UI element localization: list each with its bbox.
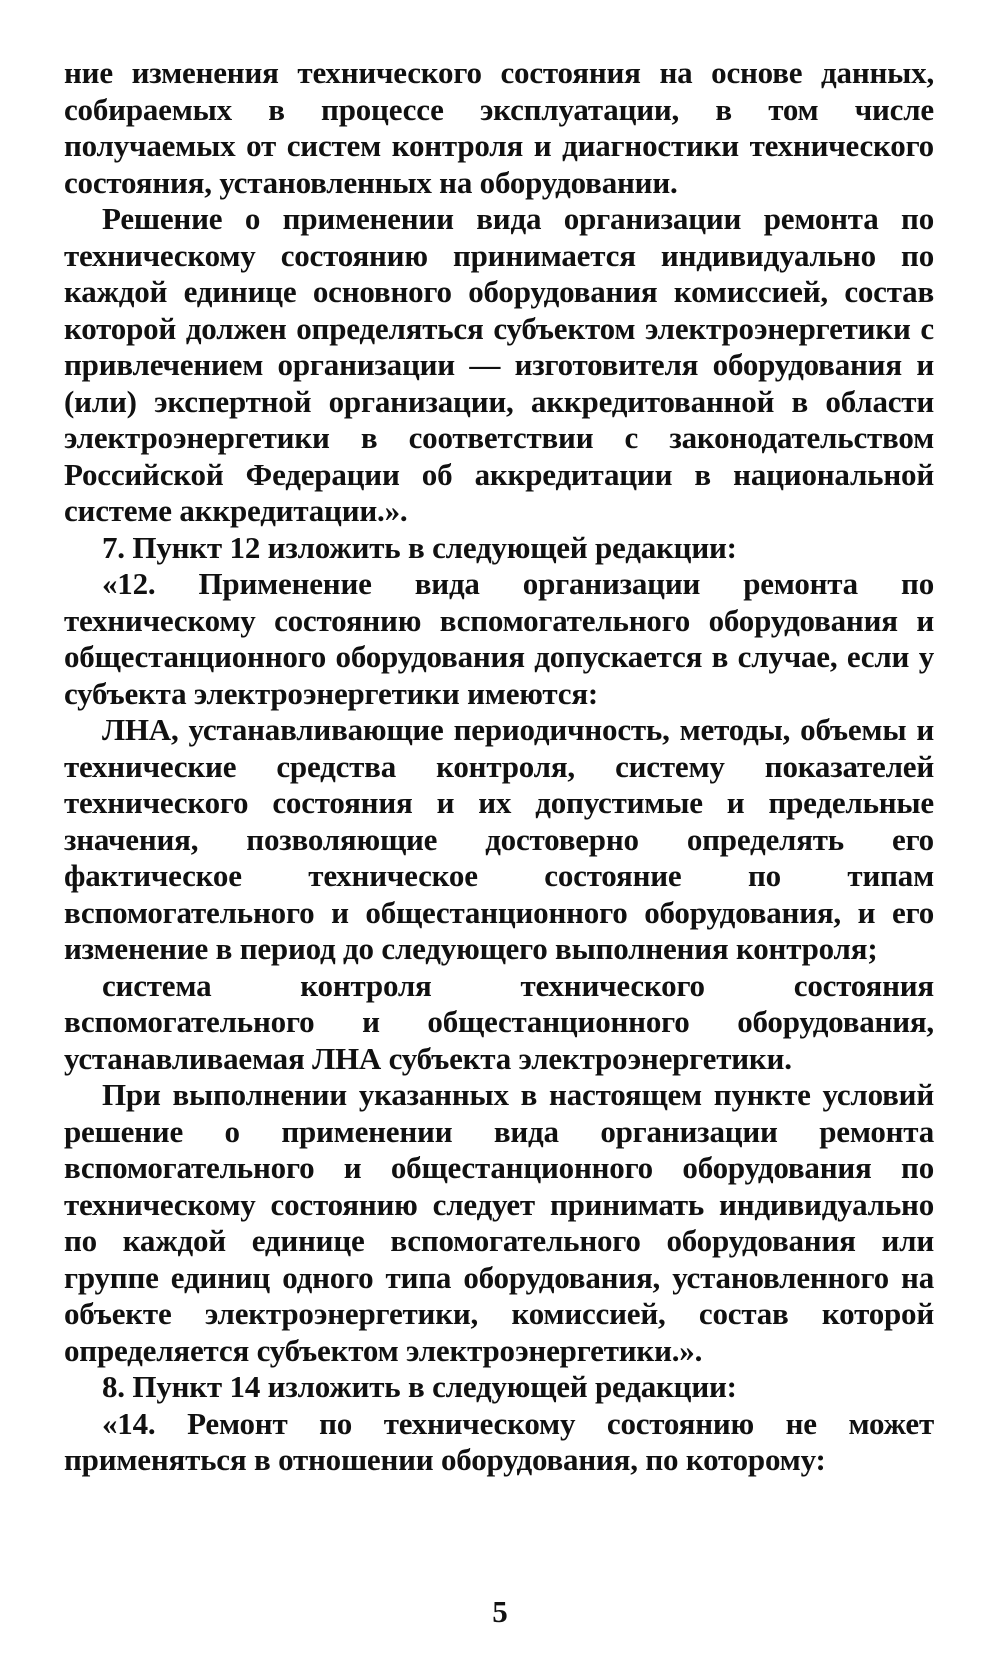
paragraph-lna: ЛНА, устанавливающие периодичность, методы, объемы и технические средства контроля, систему показателей технического состояния и их допустимые и предельные значения, позволяющие достоверно определять его фактическое техническое состояние по типам вспомогательного и общестанционного оборудования, и его изменение в период до следующего выполнения контроля; [64, 712, 934, 966]
paragraph-continuation: ние изменения технического состояния на основе данных, собираемых в процессе эксплуатации, в том числе получаемых от систем контроля и диагностики технического состояния, установленных на оборудовании. [64, 55, 934, 200]
paragraph-item-7: 7. Пункт 12 изложить в следующей редакции: [102, 529, 737, 565]
paragraph-clause-12: «12. Применение вида организации ремонта по техническому состоянию вспомогательного оборудования и общестанционного оборудования допускается в случае, если у субъекта электроэнергетики имеются: [64, 566, 934, 711]
paragraph-clause-14: «14. Ремонт по техническому состоянию не может применяться в отношении оборудования, по которому: [64, 1405, 934, 1477]
paragraph-conditions: При выполнении указанных в настоящем пункте условий решение о применении вида организации ремонта вспомогательного и общестанционного оборудования по техническому состоянию следует принимать индивидуально по каждой единице вспомогательного оборудования или группе единиц одного типа оборудования, установленного на объекте электроэнергетики, комиссией, состав которой определяется субъектом электроэнергетики.». [64, 1077, 934, 1368]
body-text [64, 55, 934, 1479]
paragraph-control-system: система контроля технического состояния вспомогательного и общестанционного оборудования, устанавливаемая ЛНА субъекта электроэнергетики. [64, 967, 934, 1076]
page-number: 5 [492, 1594, 508, 1629]
paragraph-item-8: 8. Пункт 14 изложить в следующей редакции: [102, 1369, 737, 1404]
paragraph-repair-decision: Решение о применении вида организации ремонта по техническому состоянию принимается индивидуально по каждой единице основного оборудования комиссией, состав которой должен определяться субъектом электроэнергетики с привлечением организации — изготовителя оборудования и (или) экспертной организации, аккредитованной в области электроэнергетики в соответствии с законодательством Российской Федерации об аккредитации в национальной системе аккредитации.». [64, 201, 934, 528]
